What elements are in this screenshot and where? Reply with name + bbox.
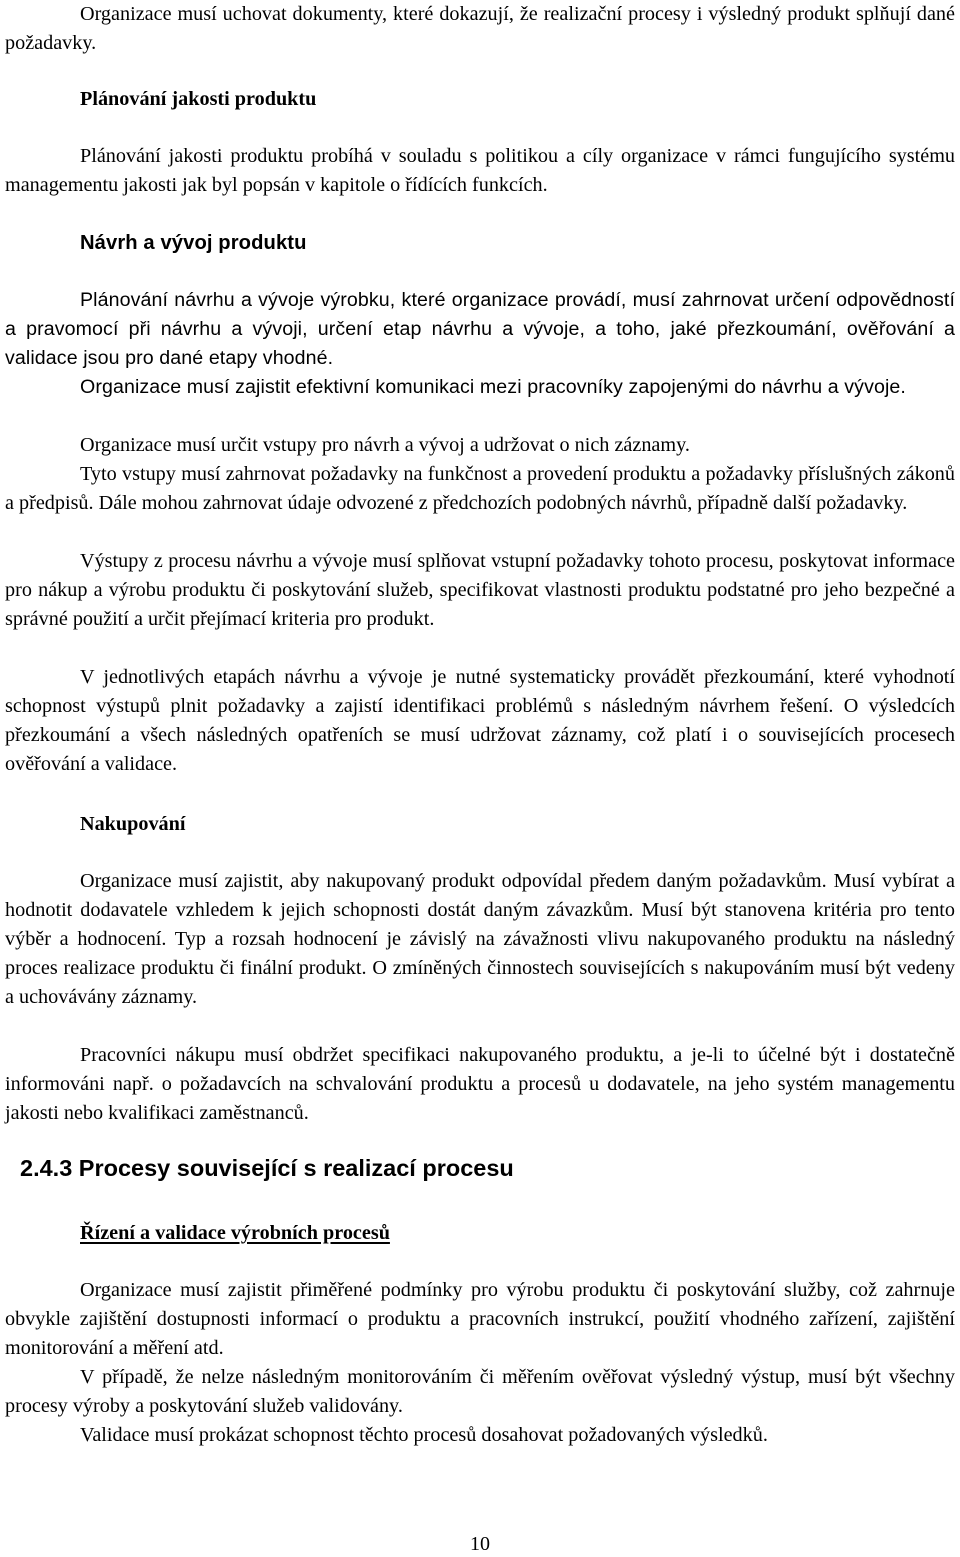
- heading-navrh: Návrh a vývoj produktu: [80, 232, 307, 254]
- heading-rizeni: Řízení a validace výrobních procesů: [80, 1222, 390, 1244]
- paragraph-navrh-4: Tyto vstupy musí zahrnovat požadavky na funkčnost a provedení produktu a požadavky příslušných zákonů a předpisů. Dále mohou zahrnovat údaje odvozené z předchozích podobných návrhů, případně další požadavky.: [5, 463, 955, 514]
- heading-nakupovani: Nakupování: [80, 813, 186, 835]
- paragraph-rizeni-1: Organizace musí zajistit přiměřené podmínky pro výrobu produktu či poskytování služby, což zahrnuje obvykle zajištění dostupnosti informací o produktu a pracovních instrukcí, použití vhodného zařízení, zajištění monitorování a měření atd.: [5, 1279, 955, 1359]
- paragraph-navrh-3: Organizace musí určit vstupy pro návrh a vývoj a udržovat o nich záznamy.: [80, 434, 690, 456]
- paragraph-planovani: Plánování jakosti produktu probíhá v souladu s politikou a cíly organizace v rámci fungujícího systému managementu jakosti jak byl popsán v kapitole o řídících funkcích.: [5, 145, 955, 196]
- paragraph-navrh-6: V jednotlivých etapách návrhu a vývoje je nutné systematicky provádět přezkoumání, které vyhodnotí schopnost výstupů plnit požadavky a zajistí identifikaci problémů s následným návrhem řešení. O výsledcích přezkoumání a všech následných opatřeních se musí udržovat záznamy, což platí i o souvisejících procesech ověřování a validace.: [5, 666, 955, 775]
- paragraph-navrh-1: Plánování návrhu a vývoje výrobku, které organizace provádí, musí zahrnovat určení odpovědností a pravomocí při návrhu a vývoji, určení etap návrhu a vývoje, a toho, jaké přezkoumání, ověřování a validace jsou pro dané etapy vhodné.: [5, 289, 955, 369]
- paragraph-nakup-1: Organizace musí zajistit, aby nakupovaný produkt odpovídal předem daným požadavkům. Musí vybírat a hodnotit dodavatele vzhledem k jejich schopnosti dostát daným závazkům. Musí být stanovena kritéria pro tento výběr a hodnocení. Typ a rozsah hodnocení je závislý na závažnosti vlivu nakupovaného produktu na následný proces realizace produktu či finální produkt. O zmíněných činnostech souvisejících s nakupováním musí být vedeny a uchovávány záznamy.: [5, 870, 955, 1008]
- paragraph-rizeni-3: Validace musí prokázat schopnost těchto procesů dosahovat požadovaných výsledků.: [80, 1424, 768, 1446]
- intro-paragraph: Organizace musí uchovat dokumenty, které dokazují, že realizační procesy i výsledný produkt splňují dané požadavky.: [5, 3, 955, 54]
- heading-planovani: Plánování jakosti produktu: [80, 88, 317, 110]
- page-number: 10: [470, 1533, 490, 1555]
- paragraph-nakup-2: Pracovníci nákupu musí obdržet specifikaci nakupovaného produktu, a je-li to účelné být i dostatečně informováni např. o požadavcích na schvalování produktu a procesů u dodavatele, na jeho systém managementu jakosti nebo kvalifikaci zaměstnanců.: [5, 1044, 955, 1124]
- paragraph-navrh-5: Výstupy z procesu návrhu a vývoje musí splňovat vstupní požadavky tohoto procesu, poskytovat informace pro nákup a výrobu produktu či poskytování služeb, specifikovat vlastnosti produktu podstatné pro jeho bezpečné a správné použití a určit přejímací kriteria pro produkt.: [5, 550, 955, 630]
- section-title: 2.4.3 Procesy související s realizací procesu: [20, 1155, 514, 1181]
- paragraph-navrh-2: Organizace musí zajistit efektivní komunikaci mezi pracovníky zapojenými do návrhu a vývoje.: [80, 376, 906, 398]
- paragraph-rizeni-2: V případě, že nelze následným monitorováním či měřením ověřovat výsledný výstup, musí být všechny procesy výroby a poskytování služeb validovány.: [5, 1366, 955, 1417]
